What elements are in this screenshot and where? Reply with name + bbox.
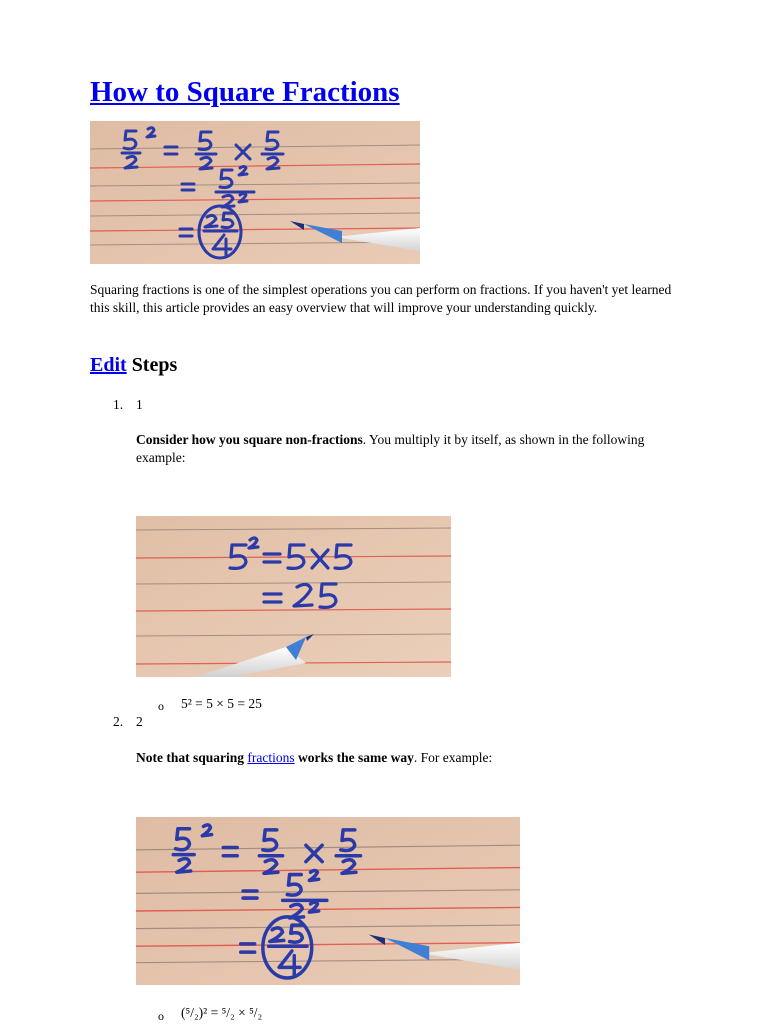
step-2-bold-pre: Note that squaring [136,750,248,765]
edit-link[interactable]: Edit [90,354,127,376]
fractions-link[interactable]: fractions [247,750,295,765]
article-title[interactable]: How to Square Fractions [90,76,400,108]
step-2-text [136,749,696,767]
step-1-bold-text: Consider how you square non-fractions [136,432,363,447]
step-1-bullet-text: 5² = 5 × 5 = 25 [181,696,262,711]
steps-heading [90,352,177,378]
step-1-rest-text: . You multiply it by itself, as shown in the following example: [136,432,645,465]
step-1-label: 1 [136,397,143,412]
step-1-number: 1. [113,397,124,412]
hero-photo [90,121,420,264]
intro-paragraph: Squaring fractions is one of the simplest operations you can perform on fractions. If you haven't yet learned this skill, this article provides an easy overview that will improve your understanding quickly. [90,282,672,315]
steps-heading-label: Steps [131,354,178,376]
step-2-label: 2 [136,714,143,729]
step-2-bold-post: works the same way [294,750,414,765]
step-2-bullet-text: (⁵/₂)² = ⁵/₂ × ⁵/₂ [181,1005,263,1020]
step-1-photo [136,516,451,677]
step-1-text [136,431,696,467]
step-2-bullet-mark: o [158,1009,164,1023]
step-2-rest-text: . For example: [413,750,493,765]
step-2-number: 2. [113,714,124,729]
step-1-bullet-mark: o [158,699,164,713]
step-2-photo [136,817,520,985]
